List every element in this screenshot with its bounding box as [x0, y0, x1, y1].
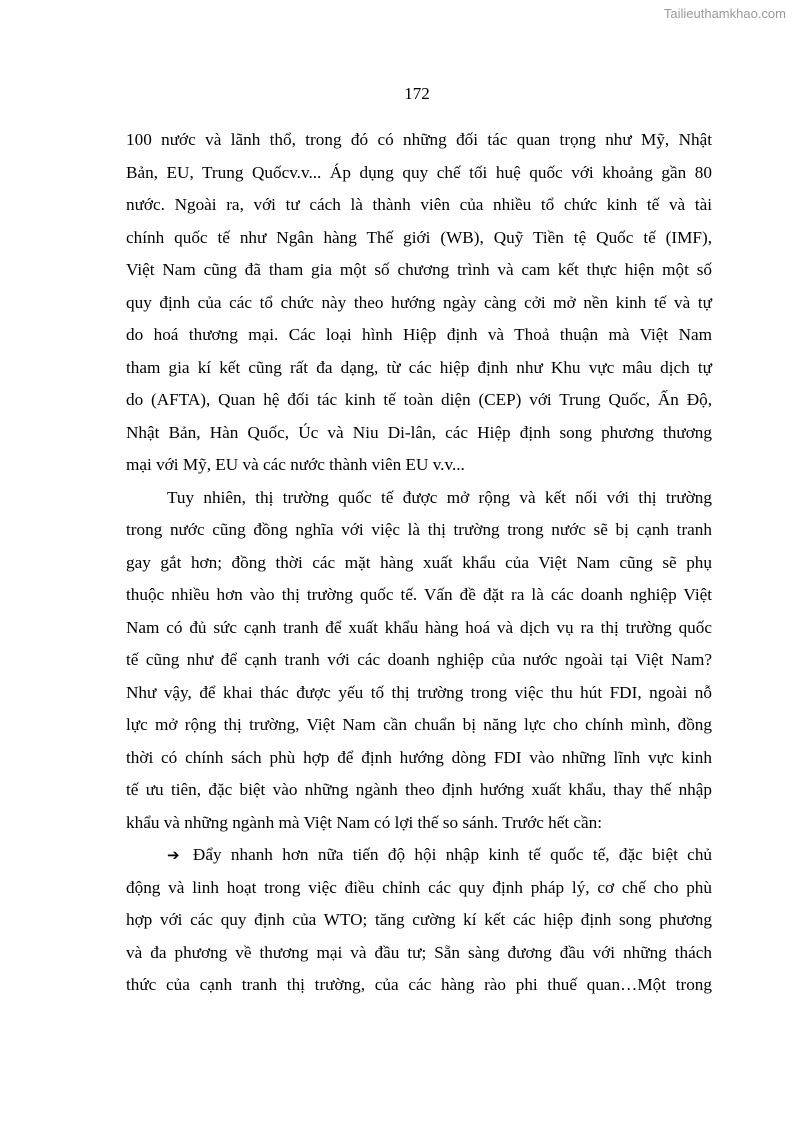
text-line: gay gắt hơn; đồng thời các mặt hàng xuất khẩu của Việt Nam cũng sẽ phụ [126, 552, 712, 572]
text-line: Tuy nhiên, thị trường quốc tế được mở rộng và kết nối với thị trường [167, 487, 712, 507]
text-line: nước. Ngoài ra, với tư cách là thành viên của nhiều tổ chức kinh tế và tài [126, 195, 712, 214]
text-line: do (AFTA), Quan hệ đối tác kinh tế toàn diện (CEP) với Trung Quốc, Ấn Độ, [126, 390, 712, 409]
bullet-text: Đẩy nhanh hơn nữa tiến độ hội nhập kinh tế quốc tế, đặc biệt chủ [192, 845, 713, 864]
text-line: chính quốc tế như Ngân hàng Thế giới (WB), Quỹ Tiền tệ Quốc tế (IMF), [126, 227, 712, 247]
paragraph-1 [126, 124, 712, 482]
document-body [126, 124, 712, 1002]
text-line: Nhật Bản, Hàn Quốc, Úc và Niu Di-lân, các Hiệp định song phương thương [126, 422, 712, 442]
text-line: lực mở rộng thị trường, Việt Nam cần chuẩn bị năng lực cho chính mình, đồng [126, 715, 712, 734]
paragraph-2 [126, 482, 712, 840]
text-line: Bản, EU, Trung Quốcv.v... Áp dụng quy chế tối huệ quốc với khoảng gần 80 [126, 162, 712, 182]
text-line: tham gia kí kết cũng rất đa dạng, từ các hiệp định như Khu vực mâu dịch tự [126, 357, 712, 377]
text-line: hợp với các quy định của WTO; tăng cường kí kết các hiệp định song phương [126, 910, 712, 929]
text-line: thuộc nhiều hơn vào thị trường quốc tế. Vấn đề đặt ra là các doanh nghiệp Việt [126, 585, 712, 604]
text-line: thời có chính sách phù hợp để định hướng dòng FDI vào những lĩnh vực kinh [126, 747, 712, 767]
page-number: 172 [404, 84, 430, 103]
arrow-right-icon: ➔ [167, 846, 180, 864]
text-line: Nam có đủ sức cạnh tranh để xuất khẩu hàng hoá và dịch vụ ra thị trường quốc [126, 617, 712, 637]
text-line: Như vậy, để khai thác được yếu tố thị trường trong việc thu hút FDI, ngoài nỗ [126, 682, 712, 702]
paragraph-3 [126, 839, 712, 1002]
text-line: tế ưu tiên, đặc biệt vào những ngành theo định hướng xuất khẩu, thay thế nhập [126, 780, 712, 799]
watermark: Tailieuthamkhao.com [663, 6, 786, 21]
text-line: do hoá thương mại. Các loại hình Hiệp định và Thoả thuận mà Việt Nam [126, 325, 712, 344]
text-line: 100 nước và lãnh thổ, trong đó có những đối tác quan trọng như Mỹ, Nhật [126, 130, 712, 149]
text-line: khẩu và những ngành mà Việt Nam có lợi thế so sánh. Trước hết cần: [126, 812, 603, 832]
text-line: mại với Mỹ, EU và các nước thành viên EU v.v... [126, 455, 465, 474]
text-line: động và linh hoạt trong việc điều chỉnh các quy định pháp lý, cơ chế cho phù [126, 877, 712, 897]
text-line: Việt Nam cũng đã tham gia một số chương trình và cam kết thực hiện một số [126, 260, 712, 279]
text-line: quy định của các tổ chức này theo hướng ngày càng cởi mở nền kinh tế và tự [126, 292, 712, 312]
text-line: tế cũng như để cạnh tranh với các doanh nghiệp của nước ngoài tại Việt Nam? [126, 650, 712, 669]
text-line [126, 839, 712, 872]
text-line: trong nước cũng đồng nghĩa với việc là thị trường trong nước sẽ bị cạnh tranh [126, 520, 712, 539]
text-line: và đa phương về thương mại và đầu tư; Sẵn sàng đương đầu với những thách [126, 942, 712, 962]
text-line: thức của cạnh tranh thị trường, của các hàng rào phi thuế quan…Một trong [126, 975, 712, 994]
